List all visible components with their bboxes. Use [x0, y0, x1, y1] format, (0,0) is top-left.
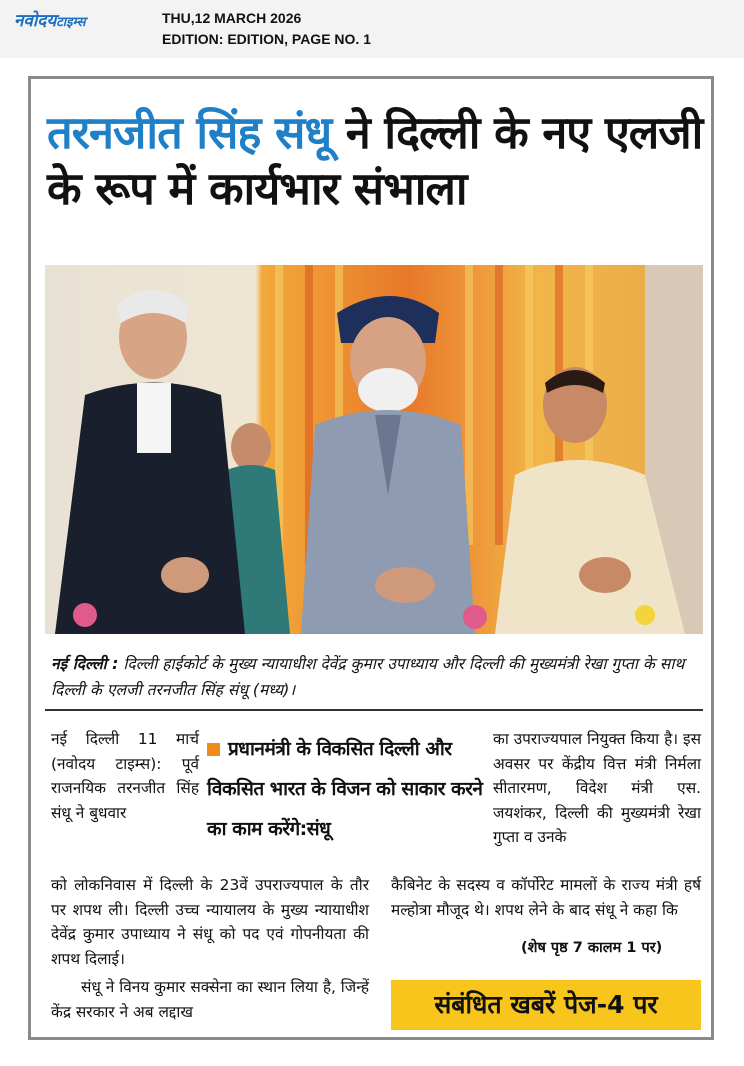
- masthead-bar: [0, 0, 744, 58]
- headline-rest: ने दिल्ली के नए एलजी के रूप में कार्यभार संभाला: [47, 106, 703, 215]
- column-2-top: का उपराज्यपाल नियुक्त किया है। इस अवसर पर केंद्रीय वित्त मंत्री निर्मला सीतारमण, विदेश मंत्री एस. जयशंकर, दिल्ली की मुख्यमंत्री रेखा गुप्ता व उनके: [493, 730, 701, 846]
- column-2-wide: कैबिनेट के सदस्य व कॉर्पोरेट मामलों के राज्य मंत्री हर्ष मल्होत्रा मौजूद थे। शपथ लेने के बाद संधू ने कहा कि: [391, 876, 701, 919]
- column-1-top: नई दिल्ली 11 मार्च (नवोदय टाइम्स): पूर्व राजनयिक तरनजीत सिंह संधू ने बुधवार: [51, 730, 199, 822]
- edition-line: EDITION: EDITION, PAGE NO. 1: [162, 31, 371, 47]
- newspaper-logo[interactable]: [14, 8, 86, 31]
- bullet-square-icon: [207, 743, 220, 756]
- related-news-banner[interactable]: संबंधित खबरें पेज-4 पर: [391, 980, 701, 1030]
- column-1-wide: को लोकनिवास में दिल्ली के 23वें उपराज्यपाल के तौर पर शपथ ली। दिल्ली उच्च न्यायालय के मुख्य न्यायाधीश देवेंद्र कुमार उपाध्याय ने संधू को पद एवं गोपनीयता की शपथ दिलाई।: [51, 876, 369, 968]
- photo-illustration: [45, 265, 703, 634]
- date-line: THU,12 MARCH 2026: [162, 10, 302, 26]
- headline: [47, 105, 707, 217]
- continued-note: (शेष पृष्ठ 7 कालम 1 पर): [521, 940, 663, 956]
- news-photo: [45, 265, 703, 634]
- edition-meta: [162, 8, 371, 50]
- caption-text: दिल्ली हाईकोर्ट के मुख्य न्यायाधीश देवेंद्र कुमार उपाध्याय और दिल्ली की मुख्यमंत्री रेखा गुप्ता के साथ दिल्ली के एलजी तरनजीत सिंह संधू (मध्य)।: [51, 655, 685, 699]
- logo-sub: टाइम्स: [56, 15, 86, 30]
- subheading: [207, 729, 487, 849]
- column-1-para2: संधू ने विनय कुमार सक्सेना का स्थान लिया है, जिन्हें केंद्र सरकार ने अब लद्दाख: [51, 978, 369, 1021]
- caption-divider: [45, 709, 703, 711]
- photo-caption: [51, 651, 701, 703]
- subheading-text: प्रधानमंत्री के विकसित दिल्ली और विकसित भारत के विजन को साकार करने का काम करेंगे:संधू: [207, 738, 483, 840]
- caption-place: नई दिल्ली :: [51, 655, 119, 673]
- headline-accent: तरनजीत सिंह संधू: [47, 106, 332, 159]
- article-clipping: [28, 76, 714, 1040]
- logo-main: नवोदय: [14, 11, 57, 31]
